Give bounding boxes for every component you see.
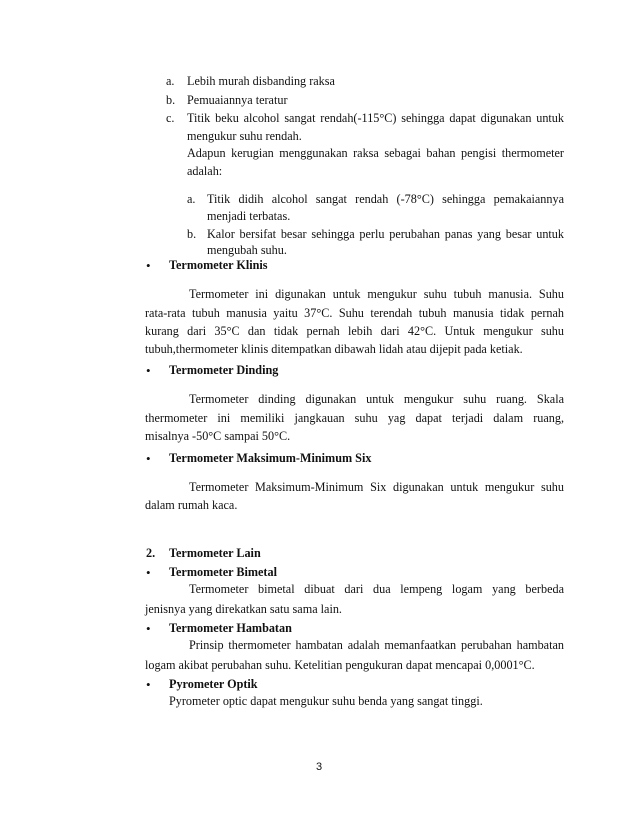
section-number: 2. <box>146 546 156 560</box>
bullet-icon: • <box>146 621 151 636</box>
bullet-icon: • <box>146 565 151 580</box>
paragraph-line: adalah: <box>187 164 223 178</box>
list-item: Lebih murah disbanding raksa <box>187 74 335 88</box>
list-marker: a. <box>166 74 175 88</box>
list-item: Kalor bersifat besar sehingga perlu perubahan panas yang besar untuk <box>207 227 564 241</box>
list-marker: b. <box>166 93 176 107</box>
paragraph-line: Termometer dinding digunakan untuk mengukur suhu ruang. Skala <box>189 392 564 406</box>
paragraph-line: dalam rumah kaca. <box>145 498 238 512</box>
bullet-icon: • <box>146 258 151 273</box>
subsection-heading: Termometer Bimetal <box>169 565 277 579</box>
section-heading: Termometer Maksimum-Minimum Six <box>169 451 372 465</box>
list-item-continued: mengubah suhu. <box>207 243 287 257</box>
bullet-icon: • <box>146 363 151 378</box>
paragraph-line: Termometer bimetal dibuat dari dua lempeng logam yang berbeda <box>189 582 564 596</box>
paragraph-line: thermometer ini memiliki jangkauan suhu yag dapat terjadi dalam ruang, <box>145 411 564 425</box>
list-item: Pemuaiannya teratur <box>187 93 288 107</box>
list-item: Titik beku alcohol sangat rendah(-115°C) sehingga dapat digunakan untuk <box>187 111 564 125</box>
list-item: Titik didih alcohol sangat rendah (-78°C) sehingga pemakaiannya <box>207 192 564 206</box>
list-marker: c. <box>166 111 175 125</box>
subsection-heading: Pyrometer Optik <box>169 677 258 691</box>
paragraph-line: Prinsip thermometer hambatan adalah memanfaatkan perubahan hambatan <box>189 638 564 652</box>
section-heading: Termometer Klinis <box>169 258 268 272</box>
paragraph-line: kurang dari 35°C dan tidak pernah lebih dari 42°C. Untuk mengukur suhu <box>145 324 564 338</box>
paragraph-line: Termometer Maksimum-Minimum Six digunakan untuk mengukur suhu <box>189 480 564 494</box>
bullet-icon: • <box>146 451 151 466</box>
list-marker: b. <box>187 227 197 241</box>
paragraph-line: Adapun kerugian menggunakan raksa sebagai bahan pengisi thermometer <box>187 146 564 160</box>
section-heading: Termometer Dinding <box>169 363 279 377</box>
page-number: 3 <box>315 761 323 773</box>
subsection-heading: Termometer Hambatan <box>169 621 292 635</box>
list-item-continued: mengukur suhu rendah. <box>187 129 302 143</box>
paragraph-line: jenisnya yang direkatkan satu sama lain. <box>145 602 342 616</box>
paragraph-line: Termometer ini digunakan untuk mengukur suhu tubuh manusia. Suhu <box>189 287 564 301</box>
list-marker: a. <box>187 192 196 206</box>
section-heading: Termometer Lain <box>169 546 261 560</box>
list-item-continued: menjadi terbatas. <box>207 209 291 223</box>
paragraph-line: rata-rata tubuh manusia yaitu 37°C. Suhu terendah tubuh manusia tidak pernah <box>145 306 564 320</box>
paragraph-line: misalnya -50°C sampai 50°C. <box>145 429 291 443</box>
paragraph-line: logam akibat perubahan suhu. Ketelitian pengukuran dapat mencapai 0,0001°C. <box>145 658 535 672</box>
bullet-icon: • <box>146 677 151 692</box>
paragraph-line: Pyrometer optic dapat mengukur suhu benda yang sangat tinggi. <box>169 694 483 708</box>
paragraph-line: tubuh,thermometer klinis ditempatkan dibawah lidah atau dijepit pada ketiak. <box>145 342 523 356</box>
